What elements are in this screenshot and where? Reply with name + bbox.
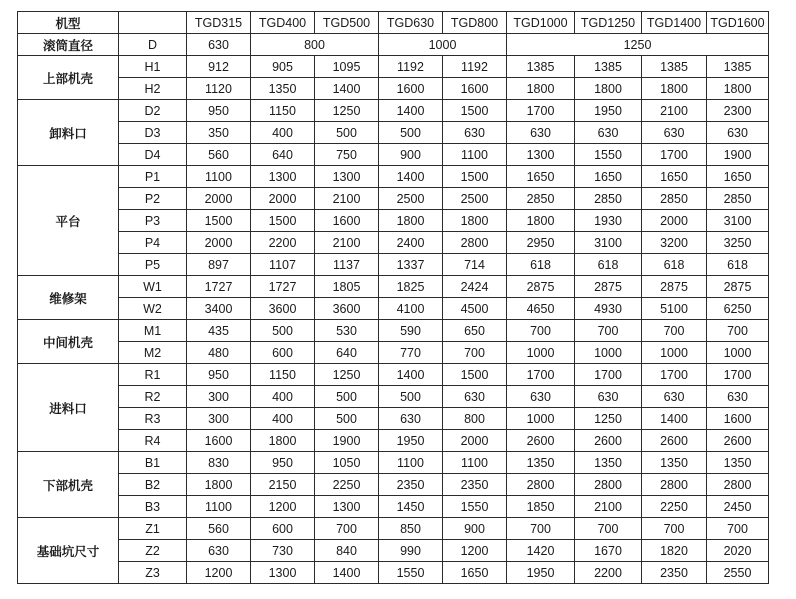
value-cell: 700 [642,518,707,540]
value-cell: 500 [315,386,379,408]
value-cell: 500 [315,122,379,144]
value-cell: 1300 [251,166,315,188]
value-cell: 2100 [642,100,707,122]
value-cell: 630 [443,386,507,408]
value-cell: 1800 [443,210,507,232]
value-cell: 1700 [642,144,707,166]
value-cell: 1050 [315,452,379,474]
table-row [18,122,769,144]
value-cell: 3200 [642,232,707,254]
header-label-cell: 机型 [18,12,119,34]
value-cell: 1600 [187,430,251,452]
value-cell: 1150 [251,364,315,386]
value-cell: 618 [707,254,769,276]
model-header-cell: TGD500 [315,12,379,34]
value-cell: 1337 [379,254,443,276]
value-cell: 2500 [379,188,443,210]
value-cell: 730 [251,540,315,562]
value-cell: 1000 [642,342,707,364]
table-row [18,408,769,430]
value-cell: 950 [251,452,315,474]
value-cell: 1000 [507,342,575,364]
value-cell: 2800 [642,474,707,496]
diameter-label-cell: 滚筒直径 [18,34,119,56]
table-row [18,298,769,320]
value-cell: 1800 [507,210,575,232]
value-cell: 700 [707,320,769,342]
value-cell: 1250 [315,364,379,386]
value-cell: 618 [575,254,642,276]
value-cell: 1500 [443,166,507,188]
value-cell: 2850 [507,188,575,210]
value-cell: 1800 [187,474,251,496]
value-cell: 2600 [642,430,707,452]
table-row [18,496,769,518]
value-cell: 1200 [251,496,315,518]
table-row [18,474,769,496]
dimension-code-cell: P1 [119,166,187,188]
value-cell: 2350 [642,562,707,584]
value-cell: 630 [379,408,443,430]
value-cell: 1820 [642,540,707,562]
value-cell: 700 [642,320,707,342]
table-row [18,254,769,276]
value-cell: 1500 [443,100,507,122]
dimension-code-cell: R3 [119,408,187,430]
diameter-value-cell: 1250 [507,34,769,56]
value-cell: 630 [507,122,575,144]
value-cell: 1700 [707,364,769,386]
table-row [18,276,769,298]
value-cell: 700 [315,518,379,540]
dimension-code-cell: W1 [119,276,187,298]
value-cell: 2800 [707,474,769,496]
dimension-code-cell: W2 [119,298,187,320]
value-cell: 1727 [187,276,251,298]
value-cell: 500 [315,408,379,430]
value-cell: 1000 [707,342,769,364]
spec-table-body [18,12,769,584]
value-cell: 1120 [187,78,251,100]
model-header-cell: TGD1250 [575,12,642,34]
value-cell: 1400 [315,562,379,584]
dimension-code-cell: P3 [119,210,187,232]
value-cell: 630 [707,386,769,408]
spec-table [17,11,769,584]
value-cell: 1200 [443,540,507,562]
value-cell: 1107 [251,254,315,276]
value-cell: 1500 [443,364,507,386]
value-cell: 900 [443,518,507,540]
dimension-code-cell: M2 [119,342,187,364]
value-cell: 2100 [575,496,642,518]
value-cell: 2000 [251,188,315,210]
value-cell: 1350 [251,78,315,100]
dimension-code-cell: B1 [119,452,187,474]
value-cell: 2000 [187,188,251,210]
dimension-code-cell: D3 [119,122,187,144]
value-cell: 700 [507,320,575,342]
value-cell: 630 [707,122,769,144]
model-header-cell: TGD315 [187,12,251,34]
group-label-cell: 中间机壳 [18,320,119,364]
value-cell: 1500 [187,210,251,232]
value-cell: 1650 [443,562,507,584]
value-cell: 1100 [187,496,251,518]
value-cell: 1900 [707,144,769,166]
value-cell: 2850 [575,188,642,210]
value-cell: 1192 [443,56,507,78]
group-label-cell: 上部机壳 [18,56,119,100]
model-header-cell: TGD630 [379,12,443,34]
value-cell: 1385 [707,56,769,78]
value-cell: 1550 [443,496,507,518]
table-row [18,364,769,386]
value-cell: 2150 [251,474,315,496]
value-cell: 1650 [642,166,707,188]
dimension-code-cell: M1 [119,320,187,342]
value-cell: 560 [187,144,251,166]
value-cell: 1550 [575,144,642,166]
value-cell: 2600 [707,430,769,452]
value-cell: 1650 [507,166,575,188]
model-header-cell: TGD1400 [642,12,707,34]
value-cell: 630 [443,122,507,144]
value-cell: 3600 [315,298,379,320]
value-cell: 840 [315,540,379,562]
value-cell: 600 [251,518,315,540]
value-cell: 400 [251,408,315,430]
value-cell: 2000 [642,210,707,232]
dimension-code-cell: R1 [119,364,187,386]
value-cell: 1400 [379,100,443,122]
value-cell: 1930 [575,210,642,232]
value-cell: 2875 [707,276,769,298]
value-cell: 1200 [187,562,251,584]
value-cell: 1650 [707,166,769,188]
value-cell: 1950 [507,562,575,584]
value-cell: 850 [379,518,443,540]
diameter-value-cell: 630 [187,34,251,56]
value-cell: 590 [379,320,443,342]
value-cell: 630 [575,386,642,408]
table-row [18,342,769,364]
value-cell: 1420 [507,540,575,562]
value-cell: 2600 [575,430,642,452]
value-cell: 1800 [575,78,642,100]
diameter-value-cell: 1000 [379,34,507,56]
dimension-code-cell: D2 [119,100,187,122]
value-cell: 530 [315,320,379,342]
value-cell: 750 [315,144,379,166]
dimension-code-cell: Z2 [119,540,187,562]
value-cell: 1100 [187,166,251,188]
value-cell: 1800 [707,78,769,100]
value-cell: 1100 [443,452,507,474]
dimension-code-cell: Z3 [119,562,187,584]
value-cell: 2350 [443,474,507,496]
table-row [18,320,769,342]
model-header-cell: TGD1600 [707,12,769,34]
value-cell: 300 [187,408,251,430]
value-cell: 3400 [187,298,251,320]
dimension-code-cell: B2 [119,474,187,496]
dimension-code-cell: R2 [119,386,187,408]
value-cell: 2400 [379,232,443,254]
value-cell: 800 [443,408,507,430]
dimension-code-cell: P4 [119,232,187,254]
model-header-cell: TGD400 [251,12,315,34]
value-cell: 1700 [507,364,575,386]
value-cell: 1300 [251,562,315,584]
value-cell: 3100 [575,232,642,254]
value-cell: 5100 [642,298,707,320]
value-cell: 618 [642,254,707,276]
value-cell: 350 [187,122,251,144]
value-cell: 4500 [443,298,507,320]
group-label-cell: 维修架 [18,276,119,320]
value-cell: 2875 [507,276,575,298]
value-cell: 950 [187,364,251,386]
value-cell: 2500 [443,188,507,210]
value-cell: 1550 [379,562,443,584]
value-cell: 2020 [707,540,769,562]
table-row [18,540,769,562]
value-cell: 2950 [507,232,575,254]
table-row [18,518,769,540]
value-cell: 714 [443,254,507,276]
diameter-code-cell: D [119,34,187,56]
value-cell: 1300 [315,496,379,518]
value-cell: 1650 [575,166,642,188]
value-cell: 630 [187,540,251,562]
value-cell: 480 [187,342,251,364]
value-cell: 1500 [251,210,315,232]
table-row [18,78,769,100]
value-cell: 1800 [251,430,315,452]
value-cell: 2000 [443,430,507,452]
group-label-cell: 进料口 [18,364,119,452]
value-cell: 640 [251,144,315,166]
value-cell: 1150 [251,100,315,122]
value-cell: 1350 [642,452,707,474]
value-cell: 897 [187,254,251,276]
value-cell: 6250 [707,298,769,320]
value-cell: 400 [251,122,315,144]
value-cell: 1400 [642,408,707,430]
value-cell: 1385 [642,56,707,78]
value-cell: 1800 [642,78,707,100]
value-cell: 1950 [379,430,443,452]
value-cell: 630 [642,386,707,408]
table-row [18,100,769,122]
value-cell: 1700 [642,364,707,386]
value-cell: 500 [379,122,443,144]
value-cell: 2550 [707,562,769,584]
dimension-code-cell: D4 [119,144,187,166]
value-cell: 630 [507,386,575,408]
value-cell: 1600 [443,78,507,100]
table-row [18,210,769,232]
value-cell: 2850 [707,188,769,210]
dimension-code-cell: H2 [119,78,187,100]
value-cell: 3100 [707,210,769,232]
value-cell: 2350 [379,474,443,496]
value-cell: 618 [507,254,575,276]
table-row [18,430,769,452]
header-code-cell [119,12,187,34]
value-cell: 3250 [707,232,769,254]
value-cell: 950 [187,100,251,122]
value-cell: 1825 [379,276,443,298]
table-row [18,56,769,78]
value-cell: 700 [507,518,575,540]
value-cell: 2800 [443,232,507,254]
value-cell: 1900 [315,430,379,452]
value-cell: 1400 [315,78,379,100]
value-cell: 435 [187,320,251,342]
value-cell: 1700 [575,364,642,386]
value-cell: 1800 [507,78,575,100]
value-cell: 1137 [315,254,379,276]
value-cell: 1700 [507,100,575,122]
value-cell: 630 [642,122,707,144]
value-cell: 1400 [379,364,443,386]
table-row [18,144,769,166]
table-row [18,188,769,210]
value-cell: 4100 [379,298,443,320]
value-cell: 1250 [315,100,379,122]
value-cell: 600 [251,342,315,364]
value-cell: 900 [379,144,443,166]
value-cell: 2800 [575,474,642,496]
header-row [18,12,769,34]
value-cell: 2250 [642,496,707,518]
value-cell: 700 [443,342,507,364]
value-cell: 1000 [507,408,575,430]
value-cell: 2850 [642,188,707,210]
value-cell: 1600 [315,210,379,232]
table-row [18,386,769,408]
value-cell: 2250 [315,474,379,496]
dimension-code-cell: P5 [119,254,187,276]
dimension-code-cell: Z1 [119,518,187,540]
value-cell: 2000 [187,232,251,254]
value-cell: 640 [315,342,379,364]
value-cell: 2200 [251,232,315,254]
value-cell: 630 [575,122,642,144]
value-cell: 1100 [443,144,507,166]
value-cell: 650 [443,320,507,342]
value-cell: 1192 [379,56,443,78]
value-cell: 1000 [575,342,642,364]
table-row [18,232,769,254]
value-cell: 1300 [315,166,379,188]
value-cell: 1805 [315,276,379,298]
value-cell: 1350 [707,452,769,474]
value-cell: 4930 [575,298,642,320]
value-cell: 2600 [507,430,575,452]
value-cell: 700 [575,518,642,540]
value-cell: 990 [379,540,443,562]
value-cell: 2300 [707,100,769,122]
table-row [18,562,769,584]
value-cell: 1385 [507,56,575,78]
value-cell: 1670 [575,540,642,562]
value-cell: 1100 [379,452,443,474]
value-cell: 2800 [507,474,575,496]
dimension-code-cell: H1 [119,56,187,78]
value-cell: 1095 [315,56,379,78]
value-cell: 1950 [575,100,642,122]
value-cell: 2200 [575,562,642,584]
value-cell: 1300 [507,144,575,166]
value-cell: 905 [251,56,315,78]
value-cell: 2875 [575,276,642,298]
model-header-cell: TGD1000 [507,12,575,34]
group-label-cell: 下部机壳 [18,452,119,518]
value-cell: 700 [707,518,769,540]
group-label-cell: 平台 [18,166,119,276]
value-cell: 2424 [443,276,507,298]
value-cell: 2100 [315,188,379,210]
group-label-cell: 卸料口 [18,100,119,166]
table-row [18,166,769,188]
value-cell: 2100 [315,232,379,254]
value-cell: 912 [187,56,251,78]
value-cell: 500 [379,386,443,408]
value-cell: 1250 [575,408,642,430]
value-cell: 1727 [251,276,315,298]
model-header-cell: TGD800 [443,12,507,34]
value-cell: 1350 [575,452,642,474]
dimension-code-cell: R4 [119,430,187,452]
value-cell: 3600 [251,298,315,320]
value-cell: 1800 [379,210,443,232]
value-cell: 1450 [379,496,443,518]
value-cell: 1350 [507,452,575,474]
diameter-row [18,34,769,56]
dimension-code-cell: P2 [119,188,187,210]
value-cell: 1385 [575,56,642,78]
value-cell: 1600 [379,78,443,100]
value-cell: 2875 [642,276,707,298]
value-cell: 1400 [379,166,443,188]
value-cell: 770 [379,342,443,364]
value-cell: 4650 [507,298,575,320]
group-label-cell: 基础坑尺寸 [18,518,119,584]
value-cell: 560 [187,518,251,540]
value-cell: 830 [187,452,251,474]
value-cell: 300 [187,386,251,408]
value-cell: 700 [575,320,642,342]
dimension-code-cell: B3 [119,496,187,518]
value-cell: 400 [251,386,315,408]
table-row [18,452,769,474]
value-cell: 500 [251,320,315,342]
value-cell: 2450 [707,496,769,518]
value-cell: 1600 [707,408,769,430]
diameter-value-cell: 800 [251,34,379,56]
value-cell: 1850 [507,496,575,518]
